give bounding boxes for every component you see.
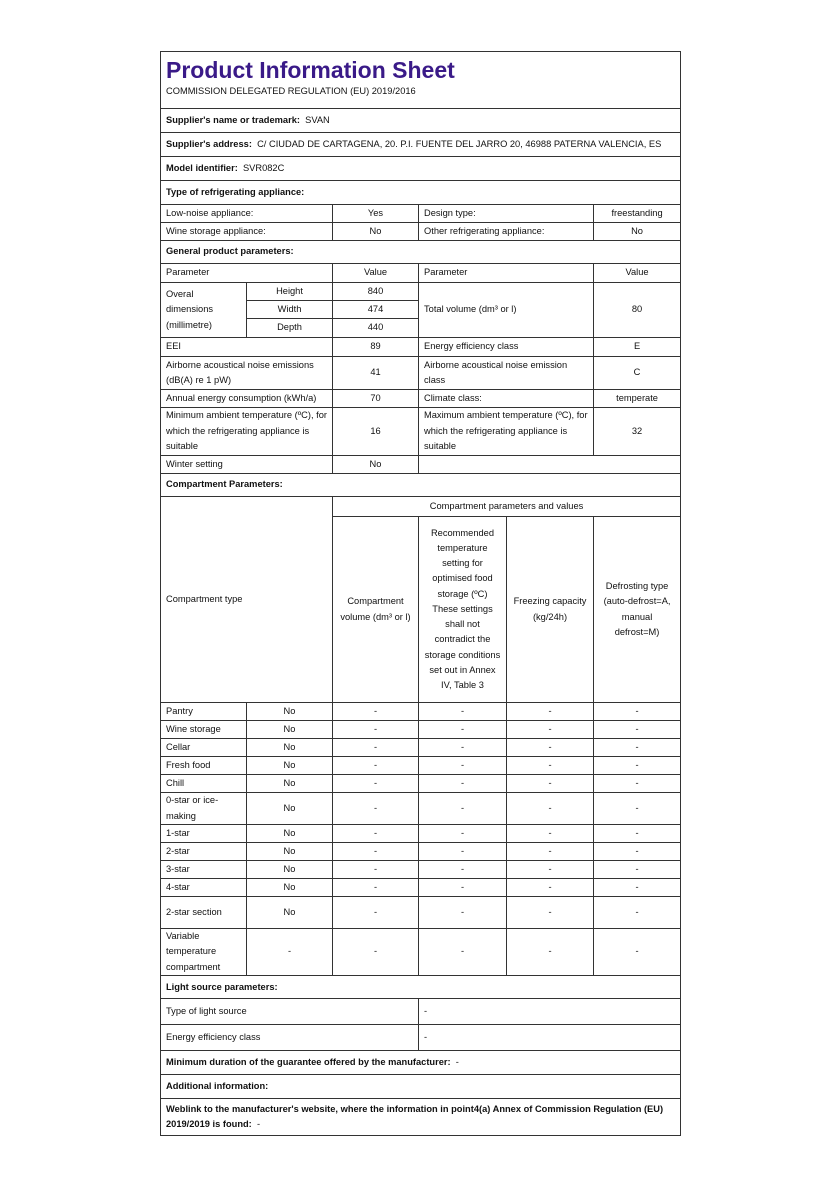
compartment-row (161, 757, 681, 775)
compartment-params-header: Compartment parameters and values (333, 497, 681, 517)
guarantee-label: Minimum duration of the guarantee offered by the manufacturer: (166, 1057, 451, 1068)
compartment-row (161, 793, 681, 825)
eei-value: 89 (333, 338, 419, 357)
compartment-type-header: Compartment type (161, 497, 333, 703)
compartment-freezing: - (507, 825, 594, 843)
compartment-freezing: - (507, 775, 594, 793)
col-volume-header: Compartment volume (dm³ or l) (333, 517, 419, 703)
compartment-row (161, 897, 681, 929)
energy-class-value: E (594, 338, 681, 357)
compartment-volume: - (333, 757, 419, 775)
total-volume-value: 80 (594, 283, 681, 338)
col-freezing-header: Freezing capacity (kg/24h) (507, 517, 594, 703)
weblink-row (161, 1099, 681, 1136)
supplier-address-label: Supplier's address: (166, 138, 252, 149)
product-information-sheet (160, 51, 680, 1136)
compartment-defrost: - (594, 721, 681, 739)
compartment-freezing: - (507, 897, 594, 929)
compartment-temp: - (419, 861, 507, 879)
compartment-present: - (247, 929, 333, 976)
compartment-temp: - (419, 721, 507, 739)
width-value: 474 (333, 301, 419, 319)
model-row (161, 157, 681, 181)
compartment-present: No (247, 703, 333, 721)
general-section-label: General product parameters: (161, 241, 681, 264)
compartment-defrost: - (594, 843, 681, 861)
winter-setting-value: No (333, 456, 419, 474)
eei-label: EEI (161, 338, 333, 357)
wine-storage-value: No (333, 223, 419, 241)
compartment-temp: - (419, 843, 507, 861)
additional-info-label: Additional information: (161, 1075, 681, 1099)
compartment-volume: - (333, 721, 419, 739)
supplier-name-row (161, 109, 681, 133)
compartment-row (161, 879, 681, 897)
compartment-row (161, 929, 681, 976)
compartment-row (161, 843, 681, 861)
compartment-present: No (247, 757, 333, 775)
model-value: SVR082C (242, 162, 285, 173)
wine-storage-label: Wine storage appliance: (161, 223, 333, 241)
light-class-label: Energy efficiency class (161, 1025, 419, 1051)
compartment-name: 2-star section (161, 897, 247, 929)
compartment-defrost: - (594, 739, 681, 757)
compartment-freezing: - (507, 793, 594, 825)
compartment-name: Pantry (161, 703, 247, 721)
compartment-name: Cellar (161, 739, 247, 757)
value-header-left: Value (333, 264, 419, 283)
compartment-present: No (247, 825, 333, 843)
height-label: Height (247, 283, 333, 301)
dimensions-label: Overal dimensions (millimetre) (161, 283, 247, 338)
compartment-name: Wine storage (161, 721, 247, 739)
light-type-label: Type of light source (161, 999, 419, 1025)
compartment-present: No (247, 897, 333, 929)
depth-label: Depth (247, 319, 333, 338)
regulation-text: COMMISSION DELEGATED REGULATION (EU) 2019/2016 (166, 86, 416, 96)
compartment-row (161, 739, 681, 757)
compartment-name: 1-star (161, 825, 247, 843)
type-section-label: Type of refrigerating appliance: (161, 181, 681, 205)
info-table (160, 51, 681, 1136)
param-header-right: Parameter (419, 264, 594, 283)
compartment-rows (161, 703, 681, 976)
climate-class-label: Climate class: (419, 390, 594, 408)
compartment-present: No (247, 861, 333, 879)
compartment-freezing: - (507, 879, 594, 897)
low-noise-label: Low-noise appliance: (161, 205, 333, 223)
compartment-row (161, 775, 681, 793)
compartment-present: No (247, 879, 333, 897)
compartment-volume: - (333, 843, 419, 861)
compartment-name: Chill (161, 775, 247, 793)
compartment-temp: - (419, 703, 507, 721)
compartment-temp: - (419, 793, 507, 825)
compartment-section-label: Compartment Parameters: (161, 474, 681, 497)
header-cell (161, 52, 681, 109)
compartment-row (161, 861, 681, 879)
compartment-temp: - (419, 757, 507, 775)
noise-class-value: C (594, 357, 681, 390)
compartment-freezing: - (507, 843, 594, 861)
compartment-freezing: - (507, 757, 594, 775)
energy-class-label: Energy efficiency class (419, 338, 594, 357)
compartment-freezing: - (507, 861, 594, 879)
compartment-row (161, 703, 681, 721)
height-value: 840 (333, 283, 419, 301)
winter-setting-label: Winter setting (161, 456, 333, 474)
winter-empty-cell (419, 456, 681, 474)
compartment-defrost: - (594, 897, 681, 929)
design-type-value: freestanding (594, 205, 681, 223)
compartment-name: Variable temperature compartment (161, 929, 247, 976)
compartment-temp: - (419, 879, 507, 897)
compartment-present: No (247, 739, 333, 757)
compartment-name: 2-star (161, 843, 247, 861)
compartment-volume: - (333, 929, 419, 976)
compartment-freezing: - (507, 721, 594, 739)
guarantee-value: - (455, 1057, 459, 1068)
compartment-row (161, 721, 681, 739)
value-header-right: Value (594, 264, 681, 283)
compartment-defrost: - (594, 757, 681, 775)
col-temp-header: Recommended temperature setting for optimised food storage (ºC) These settings shall not contradict the storage conditions set out in Annex IV, Table 3 (419, 517, 507, 703)
compartment-row (161, 825, 681, 843)
compartment-volume: - (333, 775, 419, 793)
compartment-present: No (247, 775, 333, 793)
compartment-volume: - (333, 897, 419, 929)
supplier-name-label: Supplier's name or trademark: (166, 114, 300, 125)
other-appliance-value: No (594, 223, 681, 241)
design-type-label: Design type: (419, 205, 594, 223)
compartment-freezing: - (507, 929, 594, 976)
guarantee-row (161, 1051, 681, 1075)
max-temp-value: 32 (594, 408, 681, 456)
supplier-name-value: SVAN (305, 114, 330, 125)
compartment-temp: - (419, 929, 507, 976)
compartment-freezing: - (507, 703, 594, 721)
noise-label: Airborne acoustical noise emissions (dB(A) re 1 pW) (161, 357, 333, 390)
compartment-freezing: - (507, 739, 594, 757)
compartment-volume: - (333, 703, 419, 721)
max-temp-label: Maximum ambient temperature (ºC), for which the refrigerating appliance is suitable (419, 408, 594, 456)
compartment-volume: - (333, 739, 419, 757)
compartment-present: No (247, 793, 333, 825)
annual-energy-label: Annual energy consumption (kWh/a) (161, 390, 333, 408)
supplier-address-value: C/ CIUDAD DE CARTAGENA, 20. P.I. FUENTE DEL JARRO 20, 46988 PATERNA VALENCIA, ES (257, 138, 662, 149)
supplier-address-row (161, 133, 681, 157)
compartment-defrost: - (594, 775, 681, 793)
model-label: Model identifier: (166, 162, 238, 173)
depth-value: 440 (333, 319, 419, 338)
compartment-name: 4-star (161, 879, 247, 897)
compartment-defrost: - (594, 793, 681, 825)
compartment-volume: - (333, 861, 419, 879)
compartment-present: No (247, 721, 333, 739)
light-section-label: Light source parameters: (161, 976, 681, 999)
min-temp-value: 16 (333, 408, 419, 456)
compartment-name: Fresh food (161, 757, 247, 775)
compartment-volume: - (333, 793, 419, 825)
light-class-value: - (419, 1025, 681, 1051)
total-volume-label: Total volume (dm³ or l) (419, 283, 594, 338)
col-defrost-header: Defrosting type (auto-defrost=A, manual defrost=M) (594, 517, 681, 703)
other-appliance-label: Other refrigerating appliance: (419, 223, 594, 241)
min-temp-label: Minimum ambient temperature (ºC), for which the refrigerating appliance is suitable (161, 408, 333, 456)
compartment-temp: - (419, 897, 507, 929)
compartment-name: 0-star or ice-making (161, 793, 247, 825)
light-type-value: - (419, 999, 681, 1025)
param-header-left: Parameter (161, 264, 333, 283)
annual-energy-value: 70 (333, 390, 419, 408)
compartment-defrost: - (594, 861, 681, 879)
low-noise-value: Yes (333, 205, 419, 223)
compartment-present: No (247, 843, 333, 861)
noise-class-label: Airborne acoustical noise emission class (419, 357, 594, 390)
compartment-volume: - (333, 879, 419, 897)
climate-class-value: temperate (594, 390, 681, 408)
width-label: Width (247, 301, 333, 319)
compartment-defrost: - (594, 879, 681, 897)
compartment-defrost: - (594, 929, 681, 976)
page-title: Product Information Sheet (166, 57, 455, 83)
compartment-temp: - (419, 775, 507, 793)
compartment-defrost: - (594, 825, 681, 843)
compartment-temp: - (419, 825, 507, 843)
compartment-name: 3-star (161, 861, 247, 879)
compartment-volume: - (333, 825, 419, 843)
weblink-value: - (256, 1119, 261, 1130)
weblink-label: Weblink to the manufacturer's website, where the information in point4(a) Annex of Commission Regulation (EU) 2019/2019 is found: (166, 1103, 664, 1130)
noise-value: 41 (333, 357, 419, 390)
compartment-defrost: - (594, 703, 681, 721)
compartment-temp: - (419, 739, 507, 757)
